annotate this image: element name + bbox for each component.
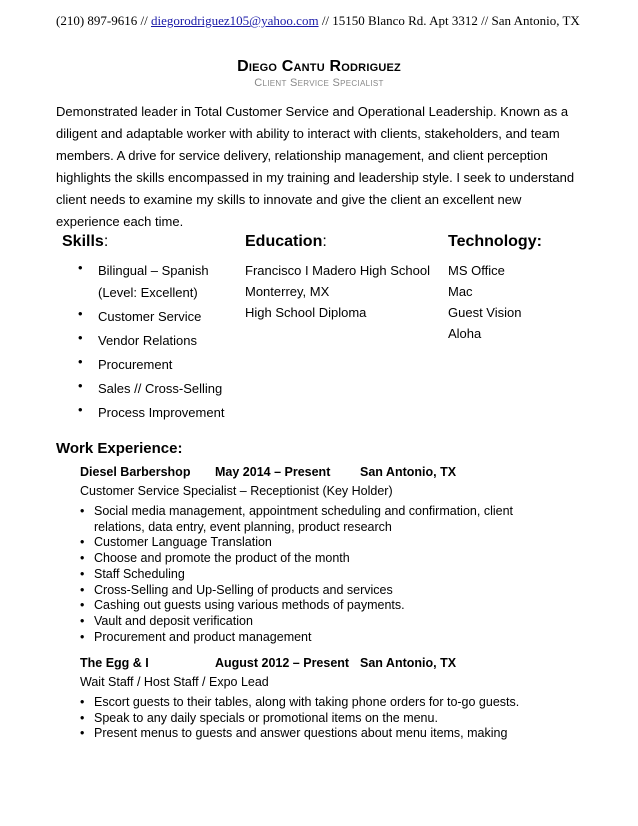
list-item: • Speak to any daily specials or promotional items on the menu. (80, 710, 438, 725)
duties-list (80, 695, 560, 742)
technology-heading: Technology: (448, 233, 542, 250)
job-entry (80, 465, 560, 645)
list-item: • Procurement and product management (80, 629, 312, 644)
list-item: • Vault and deposit verification (80, 613, 253, 628)
job-title: Client Service Specialist (254, 77, 384, 89)
job-header (80, 656, 560, 674)
list-item: • Vendor Relations (78, 330, 198, 348)
list-item: • Sales // Cross-Selling (78, 378, 223, 396)
job-dates: May 2014 – Present (215, 465, 331, 479)
candidate-name: Diego Cantu Rodriguez (237, 58, 401, 75)
job-location: San Antonio, TX (360, 465, 457, 479)
list-item: • Escort guests to their tables, along with taking phone orders for to-go guests. (80, 695, 520, 709)
list-item: • Cashing out guests using various methods of payments. (80, 598, 405, 613)
job-header (80, 465, 560, 483)
employer-name: The Egg & I (80, 656, 149, 670)
contact-line (56, 13, 580, 29)
list-item: Aloha (448, 326, 482, 341)
list-item: Monterrey, MX (245, 284, 330, 299)
skills-list (66, 260, 224, 426)
phone-number: (210) 897-9616 (56, 13, 138, 28)
list-item: • Customer Service (78, 306, 202, 324)
list-item: High School Diploma (245, 305, 367, 320)
technology-list (448, 260, 521, 344)
separator: // (137, 13, 151, 28)
list-item: Francisco I Madero High School (245, 263, 430, 278)
job-location: San Antonio, TX (360, 656, 457, 670)
list-item: • Social media management, appointment scheduling and confirmation, client relations, data entry, event planning, product research (80, 504, 513, 534)
address: 15150 Blanco Rd. Apt 3312 // San Antonio, TX (332, 13, 580, 28)
list-item: MS Office (448, 263, 505, 278)
skills-heading: Skills: (62, 233, 109, 250)
email-link[interactable]: diegorodriguez105@yahoo.com (150, 13, 319, 28)
list-item: • Customer Language Translation (80, 535, 272, 550)
summary-paragraph: Demonstrated leader in Total Customer Service and Operational Leadership. Known as a diligent and adaptable worker with ability to interact with clients, stakeholders, and team members. A drive for service delivery, relationship management, and client perception highlights the skills encompassed in my training and leadership style. I seek to understand client needs to examine my skills to innovate and give the client an excellent new experience each time. (56, 104, 575, 229)
separator: // (318, 13, 333, 28)
education-heading: Education: (245, 233, 327, 250)
job-entry (80, 656, 560, 742)
duties-list (80, 504, 560, 645)
list-item: • Staff Scheduling (80, 566, 185, 581)
list-item: • Process Improvement (78, 402, 225, 420)
list-item: • Procurement (78, 354, 173, 372)
list-item: Guest Vision (448, 305, 522, 320)
job-dates: August 2012 – Present (215, 656, 350, 670)
list-item: • Bilingual – Spanish (Level: Excellent) (78, 260, 209, 300)
work-experience-heading: Work Experience: (56, 440, 183, 457)
list-item: Mac (448, 284, 473, 299)
employer-name: Diesel Barbershop (80, 465, 191, 479)
job-role: Customer Service Specialist – Receptionist (Key Holder) (80, 484, 393, 498)
education-list (245, 260, 430, 323)
list-item: • Cross-Selling and Up-Selling of products and services (80, 582, 393, 597)
list-item: • Present menus to guests and answer questions about menu items, making (80, 726, 508, 741)
job-role: Wait Staff / Host Staff / Expo Lead (80, 675, 269, 689)
list-item: • Choose and promote the product of the month (80, 551, 350, 566)
